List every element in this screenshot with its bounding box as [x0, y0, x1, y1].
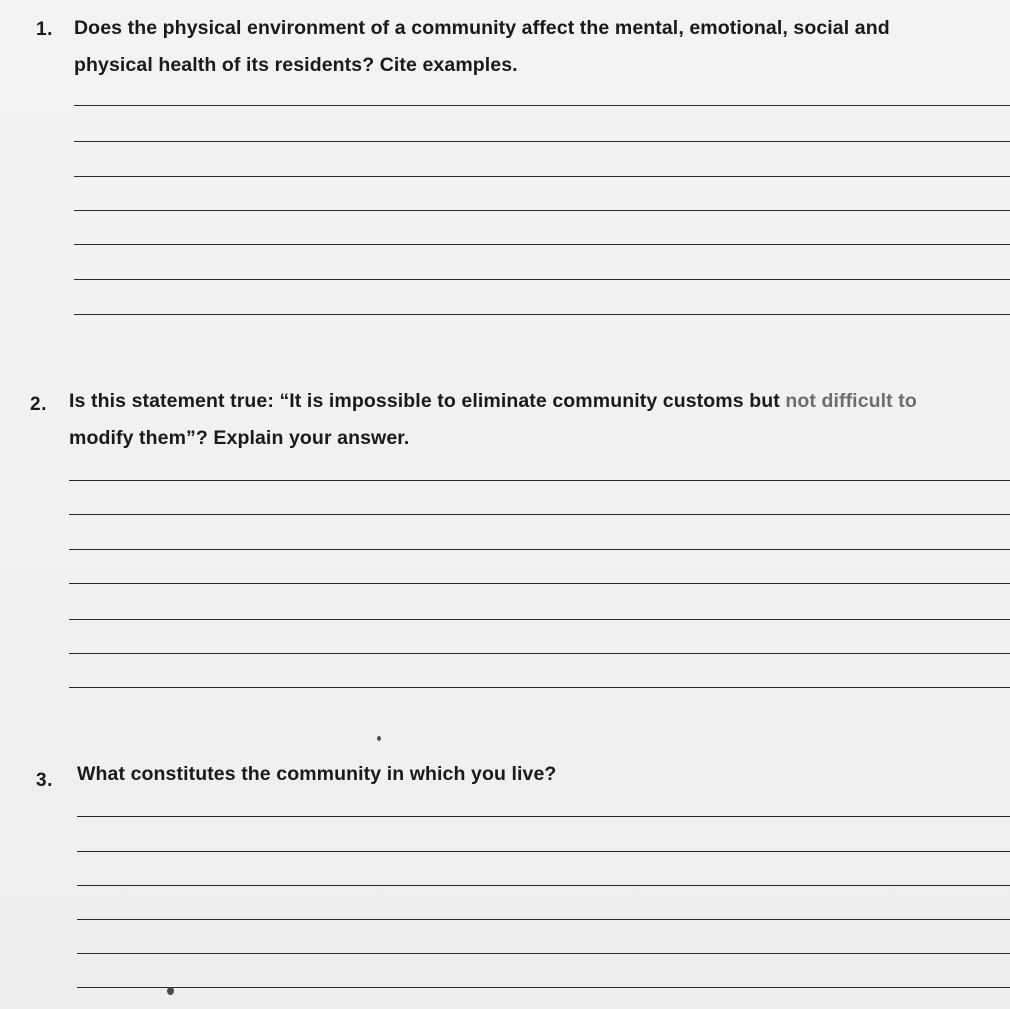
question-text-line-2: physical health of its residents? Cite examples.: [74, 54, 518, 76]
answer-line[interactable]: [74, 105, 1010, 106]
answer-line[interactable]: [69, 687, 1010, 688]
answer-line[interactable]: [77, 816, 1010, 817]
answer-line[interactable]: [74, 210, 1010, 211]
question-number: 2.: [30, 394, 47, 415]
answer-line[interactable]: [77, 851, 1010, 852]
answer-line[interactable]: [69, 653, 1010, 654]
answer-line[interactable]: [77, 953, 1010, 954]
question-text-faded: not difficult to: [779, 390, 917, 412]
answer-line[interactable]: [69, 514, 1010, 515]
answer-line[interactable]: [77, 987, 1010, 988]
question-text: [77, 756, 556, 793]
question-number: 3.: [36, 770, 53, 791]
answer-line[interactable]: [74, 141, 1010, 142]
answer-line[interactable]: [69, 549, 1010, 550]
answer-line[interactable]: [69, 619, 1010, 620]
question-text-line-1: What constitutes the community in which you live?: [77, 763, 557, 785]
answer-line[interactable]: [69, 583, 1010, 584]
question-text: [69, 383, 917, 457]
answer-line[interactable]: [74, 279, 1010, 280]
question-text-line-1: Does the physical environment of a community affect the mental, emotional, social and: [74, 17, 890, 39]
answer-line[interactable]: [69, 480, 1010, 481]
answer-line[interactable]: [74, 176, 1010, 177]
ink-smudge: [377, 736, 381, 741]
answer-line[interactable]: [74, 314, 1010, 315]
question-number: 1.: [36, 19, 53, 40]
answer-line[interactable]: [77, 919, 1010, 920]
question-text-line-1: [69, 383, 917, 420]
question-text: [74, 10, 890, 84]
question-text-main: Is this statement true: “It is impossible to eliminate community customs but: [69, 390, 780, 412]
answer-line[interactable]: [77, 885, 1010, 886]
question-text-line-2: modify them”? Explain your answer.: [69, 427, 410, 449]
ink-smudge: [167, 987, 174, 995]
answer-line[interactable]: [74, 244, 1010, 245]
